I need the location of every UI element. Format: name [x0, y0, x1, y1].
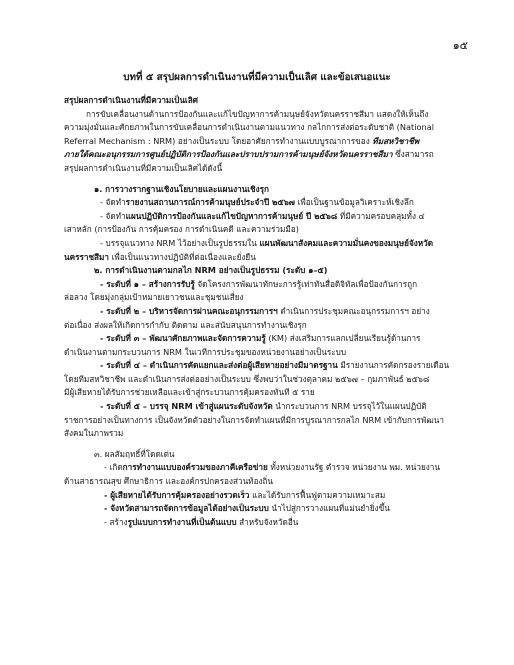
- list-item: - จังหวัดสามารถจัดการข้อมูลได้อย่างเป็นระบบ นำไปสู่การวางแผนที่แม่นยำยิ่งขึ้น: [104, 503, 390, 514]
- list-item-continuation: เสาหลัก (การป้องกัน การคุ้มครอง การดำเนินคดี และความร่วมมือ): [64, 224, 299, 235]
- intro-line: สรุปผลการดำเนินงานที่มีความเป็นเลิศได้ดังนี้: [64, 162, 223, 173]
- list-item: - บรรจุแนวทาง NRM ไว้อย่างเป็นรูปธรรมใน แผนพัฒนาสังคมและความมั่นคงของมนุษย์จังหวัด: [100, 237, 434, 248]
- intro-line: การขับเคลื่อนงานด้านการป้องกันและแก้ไขปัญหาการค้ามนุษย์จังหวัดนครราชสีมา แสดงให้เห็นถึง: [86, 108, 429, 119]
- list-item: - ระดับที่ ๔ – ดำเนินการคัดแยกและส่งต่อผู้เสียหายอย่างมีมาตรฐาน มีรายงานการคัดกรองรายเดือน: [100, 360, 450, 371]
- intro-line: ความมุ่งมั่นและศักยภาพในการขับเคลื่อนการดำเนินงานตามแนวทาง กลไกการส่งต่อระดับชาติ (National: [64, 122, 434, 133]
- list-item: - ระดับที่ ๕ – บรรจุ NRM เข้าสู่แผนระดับจังหวัด นำกระบวนการ NRM บรรจุไว้ในแผนปฏิบัติ: [100, 401, 427, 412]
- list-item-continuation: นครราชสีมา เพื่อเป็นแนวทางปฏิบัติที่ต่อเนื่องและยั่งยืน: [64, 251, 256, 262]
- list-item-continuation: สังคมในภาพรวม: [64, 428, 124, 439]
- list-item: - ระดับที่ ๑ – สร้างการรับรู้ จัดโครงการพัฒนาทักษะการรู้เท่าทันสื่อดิจิทัลเพื่อป้องกันการถูก: [100, 278, 418, 289]
- list-item: - เกิดการทำงานแบบองค์รวมของภาคีเครือข่าย ทั้งหน่วยงานรัฐ ตำรวจ หน่วยงาน พม. หน่วยงาน: [104, 462, 440, 473]
- list-item-continuation: โดยทีมสหวิชาชีพ และดำเนินการส่งต่ออย่างเป็นระบบ ซึ่งพบว่าในช่วงตุลาคม ๒๕๖๗ – กุมภาพันธ์ ๒๕๖๘: [64, 373, 430, 384]
- list-item: - ระดับที่ ๒ – บริหารจัดการผ่านคณะอนุกรรมการฯ ดำเนินการประชุมคณะอนุกรรมการฯ อย่าง: [100, 305, 430, 316]
- list-item-continuation: ต่อเนื่อง ส่งผลให้เกิดการกำกับ ติดตาม และสนับสนุนการทำงานเชิงรุก: [64, 319, 307, 330]
- list-item-continuation: ดำเนินงานตามกระบวนการ NRM ในเวทีการประชุมของหน่วยงานอย่างเป็นระบบ: [64, 346, 347, 357]
- subsection-heading: ๒. การดำเนินงานตามกลไก NRM อย่างเป็นรูปธรรม (ระดับ ๑–๕): [94, 265, 328, 276]
- list-item: - สร้างรูปแบบการทำงานที่เป็นต้นแบบ สำหรับจังหวัดอื่น: [104, 516, 299, 527]
- list-item-continuation: ราชการอย่างเป็นทางการ เป็นจังหวัดตัวอย่างในการจัดทำแผนที่มีการบูรณาการกลไก NRM เข้ากับการพัฒนา: [64, 414, 444, 425]
- page-number: ๑๕: [452, 39, 468, 52]
- list-item: - ผู้เสียหายได้รับการคุ้มครองอย่างรวดเร็ว และได้รับการฟื้นฟูตามความเหมาะสม: [104, 489, 386, 500]
- intro-line: ภายใต้คณะอนุกรรมการศูนย์ปฏิบัติการป้องกันและปราบปรามการค้ามนุษย์จังหวัดนครราชสีมา ซึ่งสามารถ: [64, 149, 434, 160]
- list-item-continuation: ด้านสาธารณสุข ศึกษาธิการ และองค์กรปกครองส่วนท้องถิ่น: [64, 476, 274, 487]
- subsection-heading: ๓. ผลสัมฤทธิ์ที่โดดเด่น: [94, 448, 175, 459]
- section-heading: สรุปผลการดำเนินงานที่มีความเป็นเลิศ: [64, 95, 198, 105]
- document-body: [64, 94, 464, 529]
- list-item-continuation: มีผู้เสียหายได้รับการช่วยเหลือและเข้าสู่กระบวนการคุ้มครองทันที ๕ ราย: [64, 387, 315, 398]
- list-item-continuation: ล่อลวง โดยมุ่งกลุ่มเป้าหมายเยาวชนและชุมชนเสี่ยง: [64, 292, 244, 303]
- chapter-title: บทที่ ๕ สรุปผลการดำเนินงานที่มีความเป็นเลิศ และข้อเสนอแนะ: [123, 72, 391, 83]
- list-item: - จัดทำแผนปฏิบัติการป้องกันและแก้ไขปัญหาการค้ามนุษย์ ปี ๒๕๖๘ ที่มีความครอบคลุมทั้ง ๔: [100, 210, 425, 221]
- list-item: - ระดับที่ ๓ – พัฒนาศักยภาพและจัดการความรู้ (KM) ส่งเสริมการแลกเปลี่ยนเรียนรู้ด้านการ: [100, 333, 421, 344]
- intro-line: Referral Mechanism : NRM) อย่างเป็นระบบ โดยอาศัยการทำงานแบบบูรณาการของ ทีมสหวิชาชีพ: [64, 135, 420, 146]
- list-item: - จัดทำรายงานสถานการณ์การค้ามนุษย์ประจำปี ๒๕๖๗ เพื่อเป็นฐานข้อมูลวิเคราะห์เชิงลึก: [100, 197, 414, 208]
- subsection-heading: ๑. การวางรากฐานเชิงนโยบายและแผนงานเชิงรุก: [94, 183, 269, 194]
